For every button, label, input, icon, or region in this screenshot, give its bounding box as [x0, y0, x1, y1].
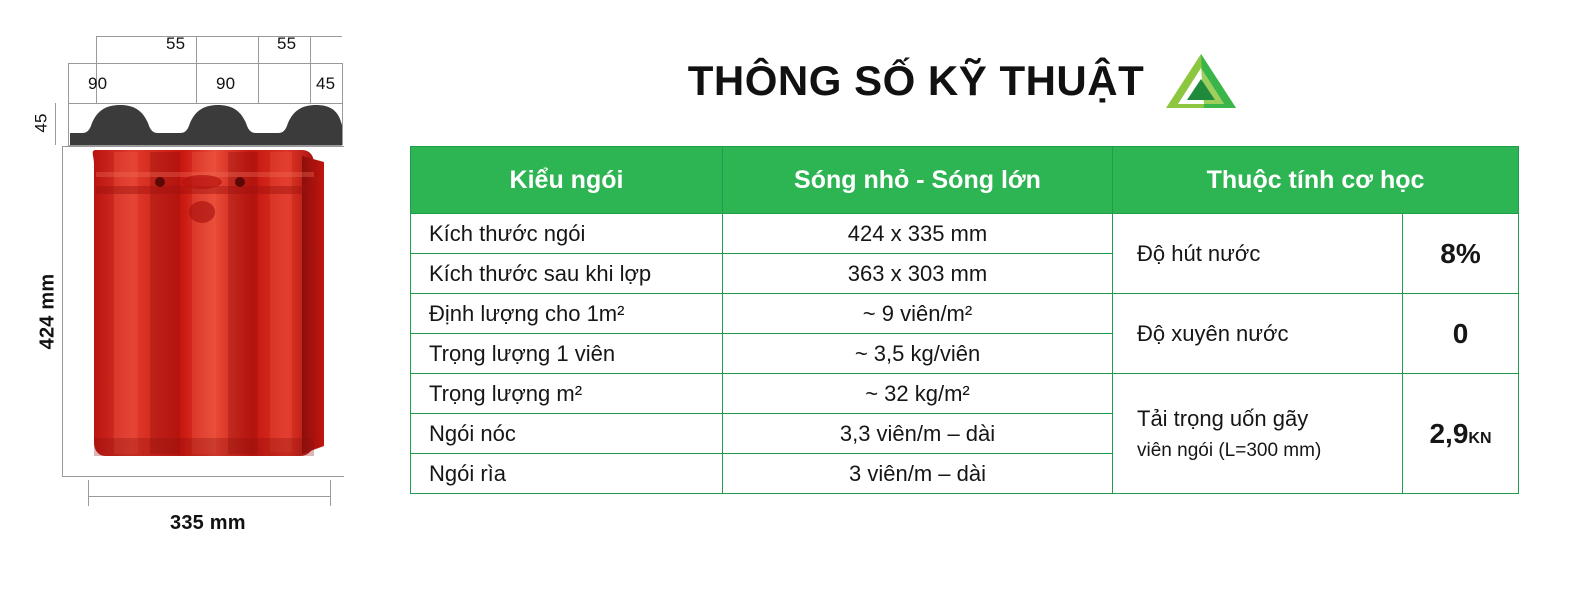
mech-label-line1: Tải trọng uốn gãy	[1137, 405, 1309, 431]
breaking-load-number: 2,9	[1429, 417, 1469, 449]
width-tick-left	[88, 480, 89, 506]
dim-55-left: 55	[166, 34, 186, 53]
dimension-line-top	[96, 36, 342, 37]
tile-illustration	[0, 0, 400, 591]
spec-label: Ngói rìa	[411, 454, 723, 494]
header-wave-type: Sóng nhỏ - Sóng lớn	[723, 147, 1113, 214]
spec-label: Ngói nóc	[411, 414, 723, 454]
mech-value-water-absorption: 8%	[1403, 214, 1519, 294]
table-row	[411, 374, 1519, 414]
breaking-load-unit: KN	[1468, 429, 1492, 447]
spec-value: 3,3 viên/m – dài	[723, 414, 1113, 454]
dimension-tick-4	[310, 36, 311, 103]
mech-value-breaking-load	[1403, 374, 1519, 494]
technical-spec-table	[410, 146, 1519, 494]
mech-label-water-permeability: Độ xuyên nước	[1113, 294, 1403, 374]
spec-label: Kích thước ngói	[411, 214, 723, 254]
spec-value: 424 x 335 mm	[723, 214, 1113, 254]
header-tile-type: Kiểu ngói	[411, 147, 723, 214]
dim-45-right: 45	[316, 74, 336, 93]
spec-label: Kích thước sau khi lợp	[411, 254, 723, 294]
mech-label-water-absorption: Độ hút nước	[1113, 214, 1403, 294]
spec-value: 363 x 303 mm	[723, 254, 1113, 294]
dim-90-right: 90	[216, 74, 236, 93]
photo-frame-bottom	[62, 476, 344, 477]
green-triangle-logo	[1164, 52, 1238, 110]
mech-label-breaking-load	[1113, 374, 1403, 494]
table-row	[411, 214, 1519, 254]
tile-profile-section	[68, 103, 344, 147]
width-tick-right	[330, 480, 331, 506]
title-row	[408, 52, 1518, 110]
spec-value: ~ 9 viên/m²	[723, 294, 1113, 334]
mech-value-water-permeability: 0	[1403, 294, 1519, 374]
table-header-row	[411, 147, 1519, 214]
header-mechanical: Thuộc tính cơ học	[1113, 147, 1519, 214]
dim-90-left: 90	[88, 74, 108, 93]
tile-height-label: 424 mm	[36, 273, 59, 350]
dimension-tick-2	[196, 36, 197, 103]
tile-width-label: 335 mm	[170, 512, 246, 534]
table-row	[411, 294, 1519, 334]
dimension-tick-height-45	[55, 103, 56, 145]
spec-label: Trọng lượng m²	[411, 374, 723, 414]
dimension-line-mid	[68, 63, 342, 64]
spec-panel	[408, 0, 1568, 591]
spec-label: Trọng lượng 1 viên	[411, 334, 723, 374]
photo-frame-left	[62, 146, 63, 476]
dim-55-right: 55	[277, 34, 297, 53]
mech-label-line2: viên ngói (L=300 mm)	[1137, 439, 1322, 461]
roof-tile-image	[88, 146, 330, 471]
page-title: THÔNG SỐ KỸ THUẬT	[687, 57, 1145, 104]
spec-value: ~ 3,5 kg/viên	[723, 334, 1113, 374]
spec-label: Định lượng cho 1m²	[411, 294, 723, 334]
dim-45-height: 45	[31, 113, 51, 133]
spec-value: ~ 32 kg/m²	[723, 374, 1113, 414]
width-dimension-line	[88, 496, 330, 497]
spec-value: 3 viên/m – dài	[723, 454, 1113, 494]
dimension-tick-3	[258, 36, 259, 103]
